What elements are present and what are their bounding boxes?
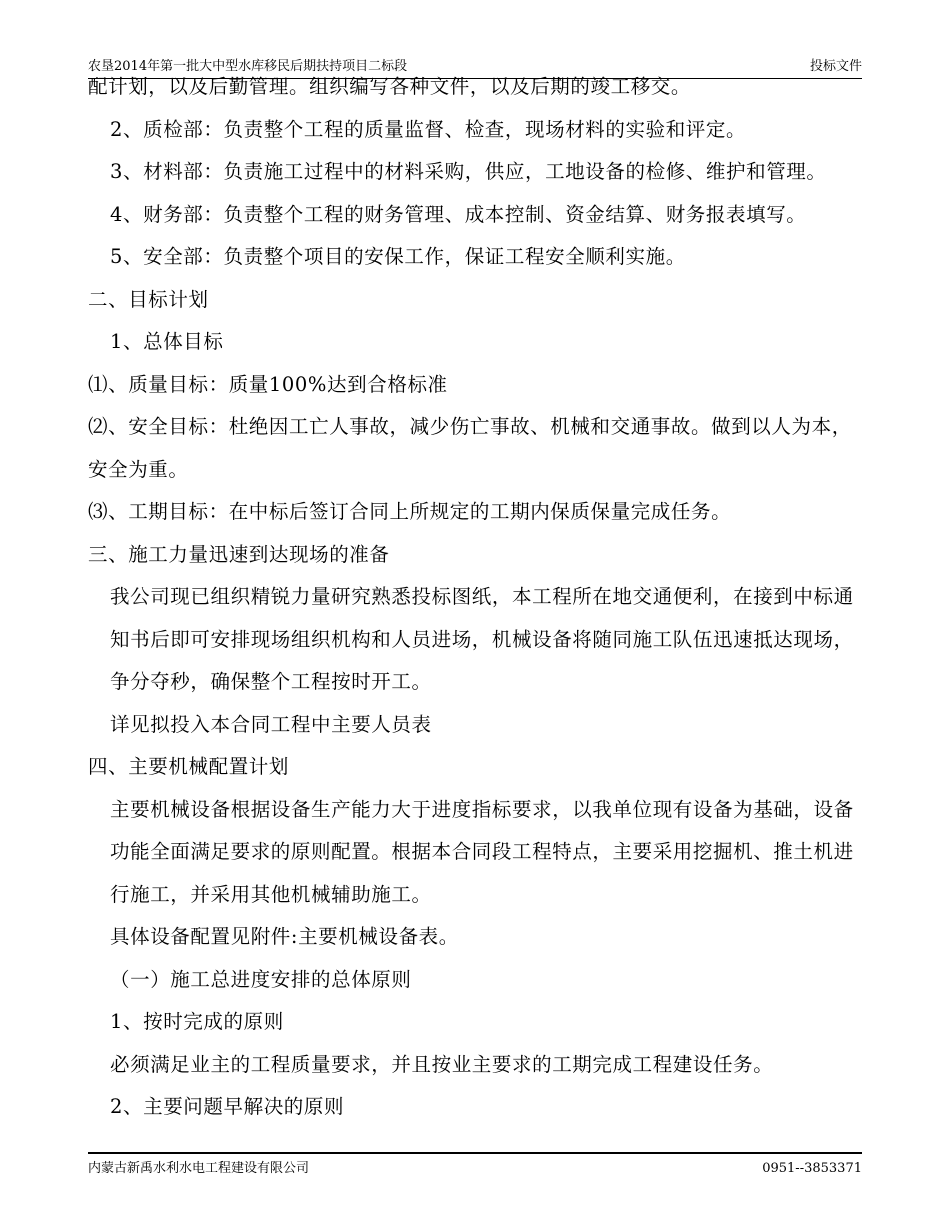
paragraph: 必须满足业主的工程质量要求，并且按业主要求的工期完成工程建设任务。	[110, 1052, 774, 1076]
subsection-heading: （一）施工总进度安排的总体原则	[110, 967, 412, 991]
footer-company: 内蒙古新禹水利水电工程建设有限公司	[88, 1161, 310, 1176]
list-item: ⑶、工期目标：在中标后签订合同上所规定的工期内保质保量完成任务。	[88, 500, 732, 523]
page-footer	[88, 1152, 862, 1178]
paragraph: 配计划，以及后勤管理。组织编写各种文件，以及后期的竣工移交。	[88, 75, 692, 98]
subsection-heading: 1、按时完成的原则	[110, 1010, 284, 1033]
list-item: 5、安全部：负责整个项目的安保工作，保证工程安全顺利实施。	[110, 245, 686, 268]
subsection-heading: 1、总体目标	[110, 330, 224, 353]
header-doc-type: 投标文件	[809, 59, 862, 74]
document-body	[88, 66, 864, 1129]
paragraph: 详见拟投入本合同工程中主要人员表	[110, 712, 432, 736]
footer-phone: 0951--3853371	[762, 1161, 862, 1176]
paragraph: 我公司现已组织精锐力量研究熟悉投标图纸，本工程所在地交通便利，在接到中标通知书后即可安排现场组织机构和人员进场，机械设备将随同施工队伍迅速抵达现场，争分夺秒，确保整个工程按时开工。	[110, 585, 854, 693]
list-item: 2、质检部：负责整个工程的质量监督、检查，现场材料的实验和评定。	[110, 117, 747, 141]
section-heading: 三、施工力量迅速到达现场的准备	[88, 542, 390, 566]
list-item: ⑵、安全目标：杜绝因工亡人事故，减少伤亡事故、机械和交通事故。做到以人为本，安全为重。	[88, 415, 852, 481]
list-item: 4、财务部：负责整个工程的财务管理、成本控制、资金结算、财务报表填写。	[110, 202, 807, 226]
list-item: 3、材料部：负责施工过程中的材料采购，供应，工地设备的检修、维护和管理。	[110, 160, 827, 183]
section-heading: 二、目标计划	[88, 287, 209, 311]
paragraph: 主要机械设备根据设备生产能力大于进度指标要求，以我单位现有设备为基础，设备功能全面满足要求的原则配置。根据本合同段工程特点，主要采用挖掘机、推土机进行施工，并采用其他机械辅助施工。	[110, 797, 854, 906]
header-title: 农垦2014年第一批大中型水库移民后期扶持项目二标段	[88, 59, 408, 74]
paragraph: 具体设备配置见附件:主要机械设备表。	[110, 925, 459, 948]
section-heading: 四、主要机械配置计划	[88, 755, 290, 778]
subsection-heading: 2、主要问题早解决的原则	[110, 1095, 345, 1118]
list-item: ⑴、质量目标：质量100%达到合格标准	[88, 372, 448, 396]
